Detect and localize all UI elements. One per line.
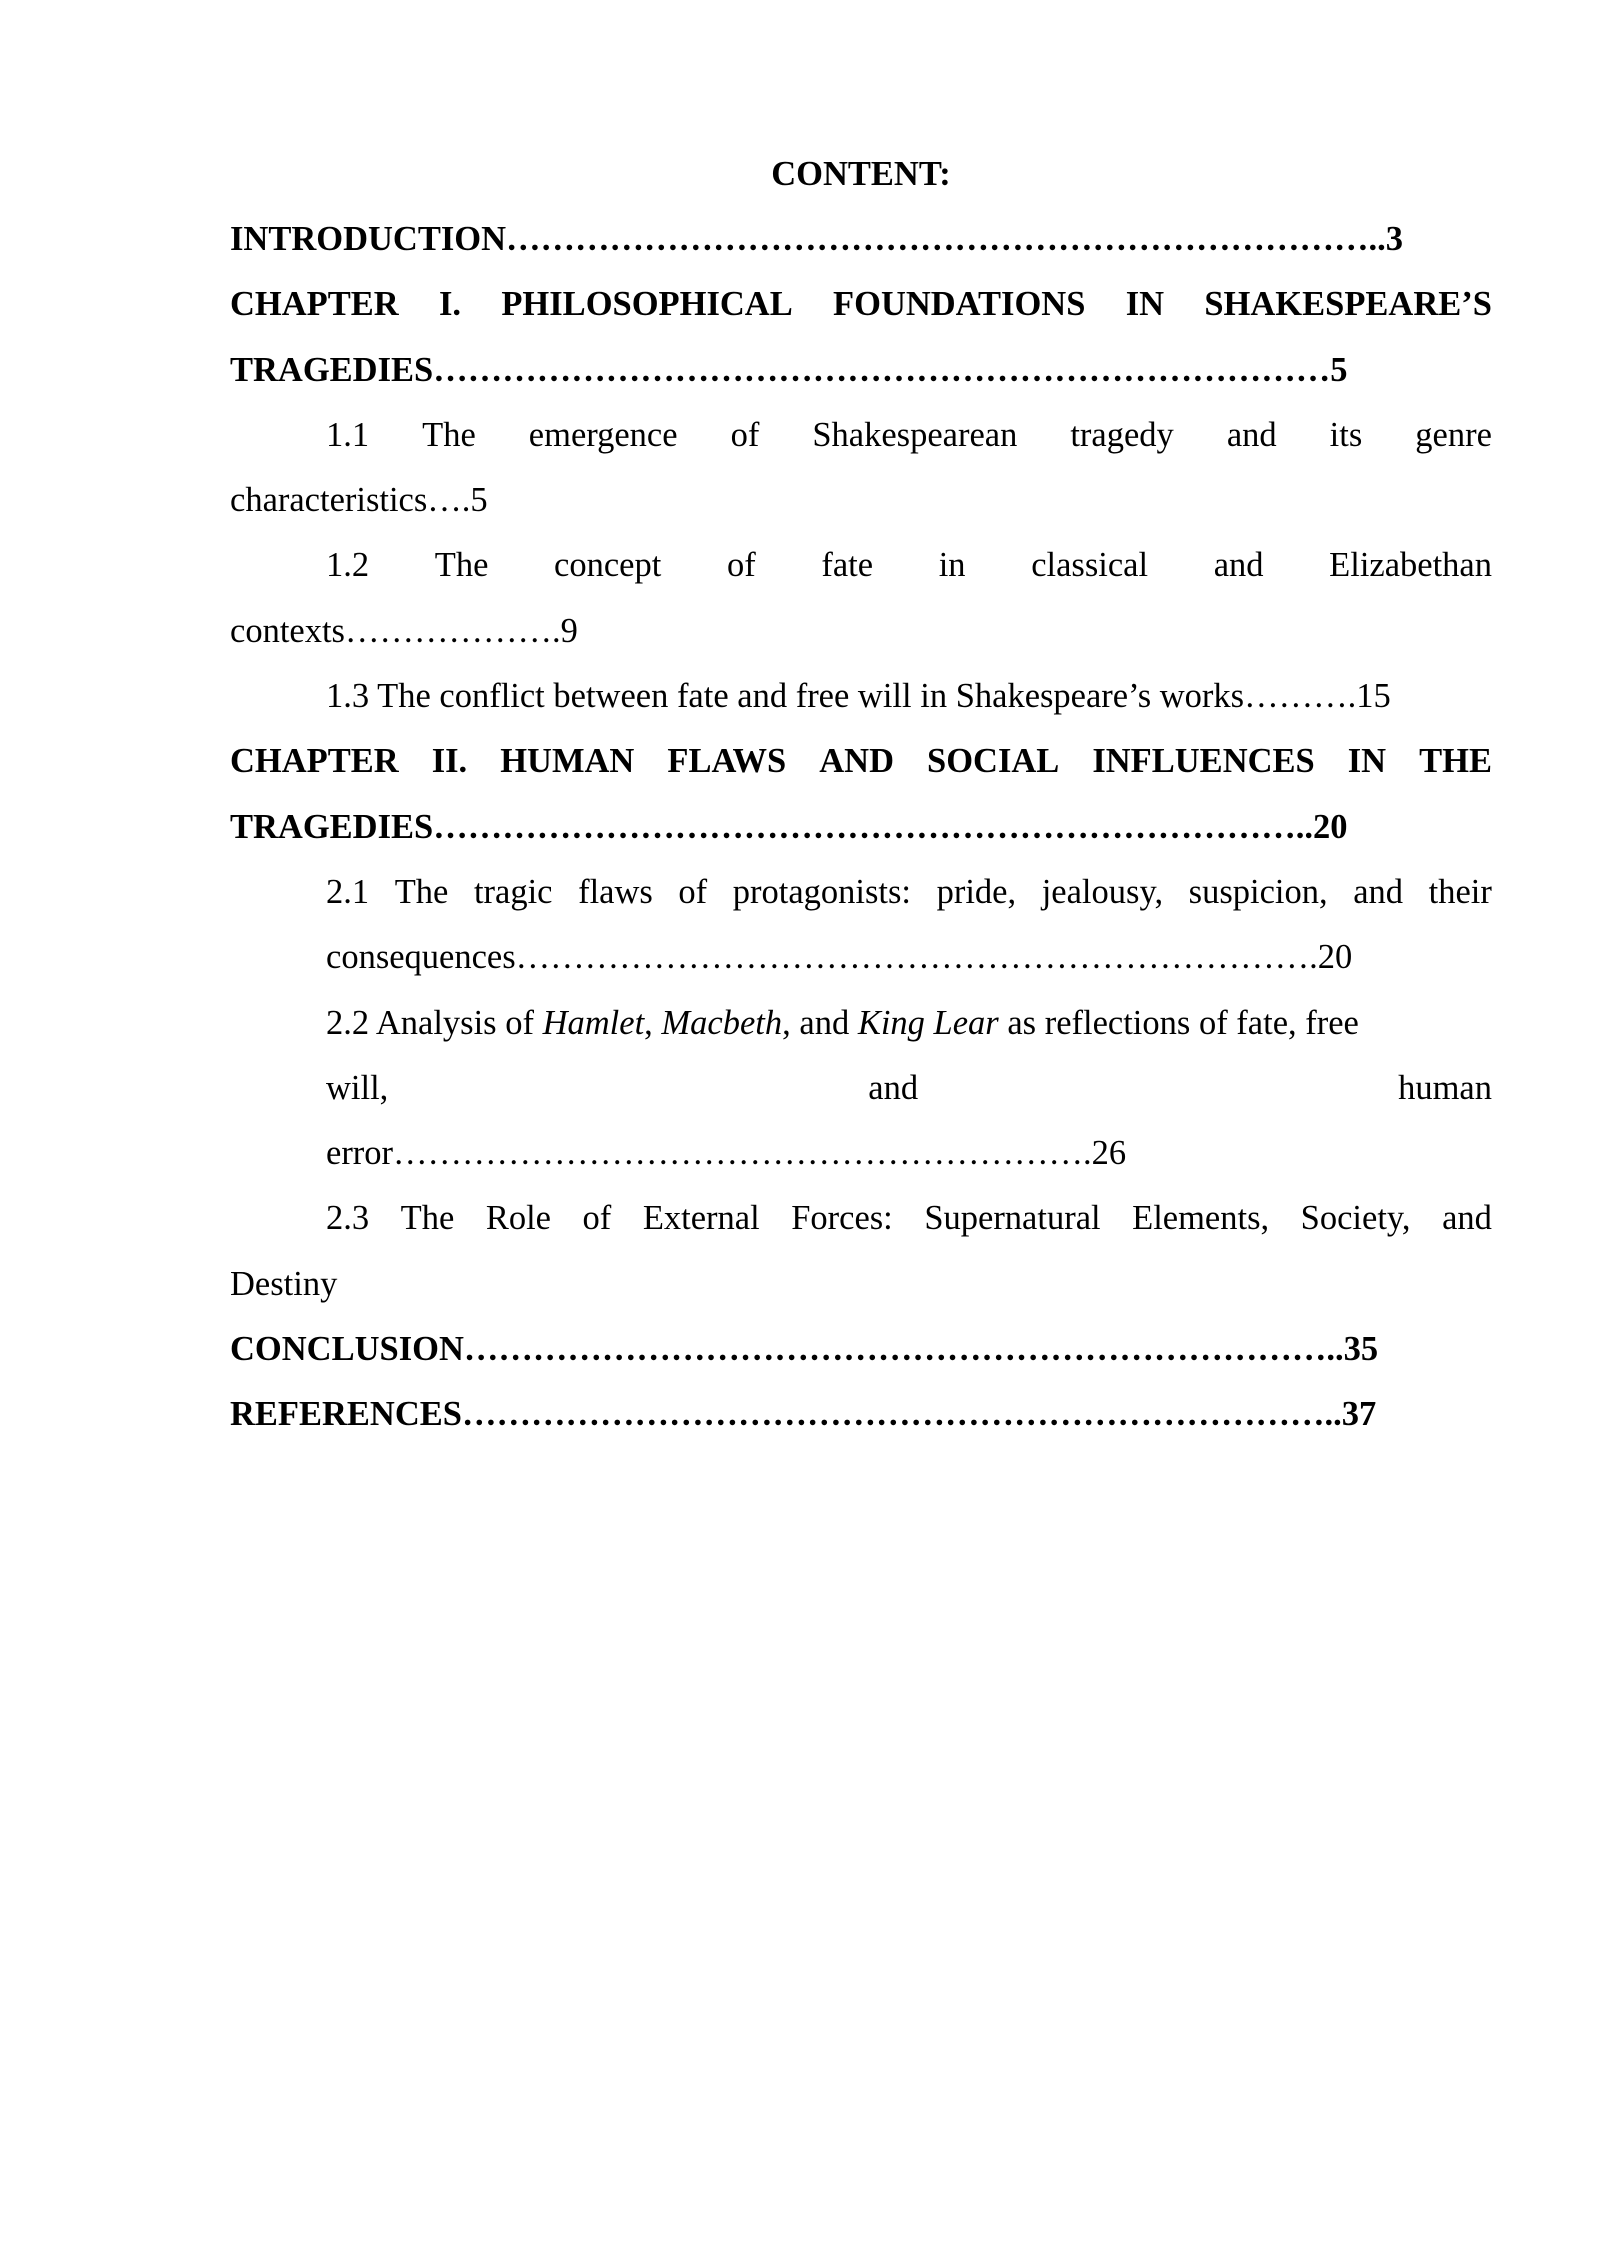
word: emergence — [528, 415, 678, 454]
word: tragedy — [1070, 415, 1174, 454]
toc-entry-1-2-cont: contexts……………….9 — [230, 611, 578, 650]
word: Shakespearean — [812, 415, 1018, 454]
toc-entry-chapter1 — [230, 272, 1492, 337]
word: FLAWS — [667, 742, 787, 781]
entry-text: as reflections of fate, free — [998, 1003, 1359, 1042]
word: of — [582, 1199, 612, 1238]
toc-entry-chapter2 — [230, 729, 1492, 794]
word: PHILOSOPHICAL — [501, 285, 793, 324]
word: The — [422, 415, 476, 454]
word: The — [394, 872, 449, 911]
word: its — [1329, 415, 1363, 454]
word: and — [1442, 1199, 1492, 1238]
toc-entry-2-2 — [230, 991, 1492, 1056]
word: I. — [438, 285, 462, 324]
word: will, — [326, 1068, 389, 1107]
title-macbeth: Macbeth — [661, 1003, 783, 1042]
word: SOCIAL — [927, 742, 1060, 781]
title-hamlet: Hamlet — [542, 1003, 645, 1042]
word: IN — [1125, 285, 1165, 324]
word: Elizabethan — [1329, 546, 1492, 585]
word: genre — [1415, 415, 1492, 454]
word: AND — [819, 742, 895, 781]
word: Forces: — [791, 1199, 893, 1238]
toc-entry-chapter2-cont: TRAGEDIES…………………………………………………………………..20 — [230, 807, 1348, 846]
word: classical — [1031, 546, 1149, 585]
word: of — [730, 415, 760, 454]
toc-entry-references: REFERENCES…………………………………………………………………..37 — [230, 1395, 1377, 1434]
word: The — [400, 1199, 455, 1238]
word: and — [1213, 546, 1264, 585]
toc-entry-2-1 — [230, 860, 1492, 925]
entry-text: , — [644, 1003, 662, 1042]
title-king-lear: King Lear — [857, 1003, 999, 1042]
word: concept — [554, 546, 662, 585]
word: protagonists: — [732, 872, 912, 911]
word: THE — [1419, 742, 1492, 781]
word: Supernatural — [924, 1199, 1101, 1238]
word: Society, — [1300, 1199, 1411, 1238]
toc-entry-introduction: INTRODUCTION…………………………………………………………………..3 — [230, 220, 1404, 258]
word: External — [642, 1199, 760, 1238]
word: pride, — [936, 872, 1017, 911]
toc-entry-1-1 — [230, 403, 1492, 468]
word: suspicion, — [1188, 872, 1328, 911]
word: 1.1 — [326, 415, 370, 454]
toc-entry-2-2-cont2: error…………………………………………………….26 — [326, 1134, 1127, 1173]
word: 2.3 — [326, 1199, 370, 1238]
word: SHAKESPEARE’S — [1204, 285, 1492, 324]
toc-entry-2-3 — [230, 1186, 1492, 1251]
toc-entry-1-3: 1.3 The conflict between fate and free will in Shakespeare’s works……….15 — [326, 677, 1391, 716]
word: and — [868, 1068, 919, 1107]
word: tragic — [473, 872, 553, 911]
word: CHAPTER — [230, 285, 399, 324]
toc-entry-1-2 — [230, 533, 1492, 598]
word: Role — [485, 1199, 551, 1238]
word: 2.1 — [326, 872, 370, 911]
word: FOUNDATIONS — [833, 285, 1086, 324]
toc-entry-2-2-cont — [230, 1056, 1492, 1121]
word: their — [1428, 872, 1492, 911]
entry-text: 2.2 Analysis of — [326, 1003, 543, 1042]
word: of — [678, 872, 708, 911]
word: jealousy, — [1041, 872, 1164, 911]
word: IN — [1347, 742, 1387, 781]
word: II. — [431, 742, 468, 781]
word: Elements, — [1132, 1199, 1270, 1238]
toc-entry-2-1-cont: consequences…………………………………………………………….20 — [326, 938, 1353, 977]
toc-entry-1-1-cont: characteristics….5 — [230, 481, 488, 520]
toc-entry-2-3-cont: Destiny — [230, 1264, 338, 1303]
word: of — [726, 546, 756, 585]
word: HUMAN — [500, 742, 635, 781]
toc-title: CONTENT: — [771, 155, 951, 193]
word: and — [1353, 872, 1404, 911]
toc-entry-chapter1-cont: TRAGEDIES……………………………………………………………………5 — [230, 350, 1348, 389]
word: human — [1398, 1068, 1492, 1107]
word: 1.2 — [326, 546, 370, 585]
toc-entry-conclusion: CONCLUSION…………………………………………………………………..35 — [230, 1330, 1379, 1369]
word: The — [434, 546, 489, 585]
word: in — [938, 546, 966, 585]
word: CHAPTER — [230, 742, 399, 781]
word: and — [1226, 415, 1277, 454]
word: flaws — [578, 872, 653, 911]
entry-text: , and — [782, 1003, 858, 1042]
word: INFLUENCES — [1092, 742, 1315, 781]
word: fate — [821, 546, 874, 585]
table-of-contents — [230, 142, 1492, 1448]
